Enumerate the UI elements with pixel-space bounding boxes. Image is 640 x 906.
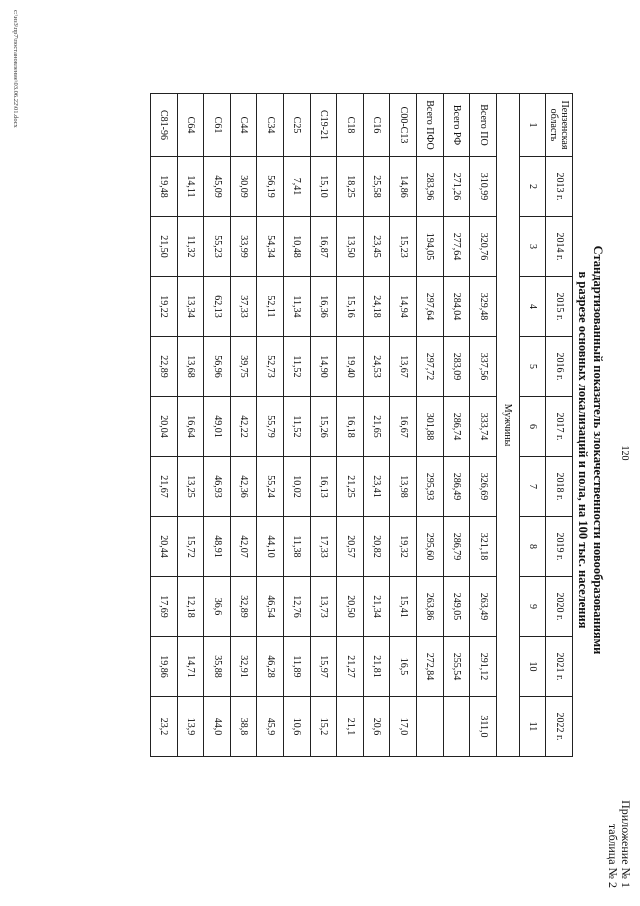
value-cell: 7 — [519, 457, 546, 517]
table-row — [204, 94, 231, 757]
row-label-cell: C61 — [204, 94, 231, 157]
value-cell: 7,41 — [284, 157, 311, 217]
table-row — [363, 94, 390, 757]
value-cell: 21,1 — [337, 697, 364, 757]
value-cell: 286,79 — [443, 517, 470, 577]
value-cell: 45,09 — [204, 157, 231, 217]
value-cell: 2013 г. — [546, 157, 573, 217]
value-cell: 12,76 — [284, 577, 311, 637]
value-cell: 284,04 — [443, 277, 470, 337]
value-cell: 23,2 — [151, 697, 178, 757]
value-cell: 13,34 — [177, 277, 204, 337]
value-cell: 286,49 — [443, 457, 470, 517]
table-row — [417, 94, 444, 757]
value-cell: 16,87 — [310, 217, 337, 277]
table-row — [177, 94, 204, 757]
row-label-cell: Пензенская область — [546, 94, 573, 157]
value-cell: 311,0 — [470, 697, 497, 757]
value-cell: 2021 г. — [546, 637, 573, 697]
value-cell: 14,86 — [390, 157, 417, 217]
value-cell: 5 — [519, 337, 546, 397]
value-cell: 33,99 — [230, 217, 257, 277]
row-label-cell: C16 — [363, 94, 390, 157]
value-cell: 46,28 — [257, 637, 284, 697]
value-cell: 263,86 — [417, 577, 444, 637]
value-cell: 17,69 — [151, 577, 178, 637]
value-cell: 14,94 — [390, 277, 417, 337]
value-cell: 13,25 — [177, 457, 204, 517]
row-label-cell: C19-21 — [310, 94, 337, 157]
value-cell: 291,12 — [470, 637, 497, 697]
table-row — [151, 94, 178, 757]
value-cell: 17,33 — [310, 517, 337, 577]
value-cell: 19,48 — [151, 157, 178, 217]
footer-file-path: c:\из3\пр7\постановление\03.06.22\01.docx — [12, 10, 19, 128]
appendix-line1: Приложение № 1 — [619, 800, 633, 888]
value-cell: 20,57 — [337, 517, 364, 577]
value-cell: 52,11 — [257, 277, 284, 337]
value-cell: 25,58 — [363, 157, 390, 217]
value-cell: 2022 г. — [546, 697, 573, 757]
value-cell: 46,54 — [257, 577, 284, 637]
value-cell: 11,32 — [177, 217, 204, 277]
value-cell: 13,68 — [177, 337, 204, 397]
value-cell: 45,9 — [257, 697, 284, 757]
value-cell: 38,8 — [230, 697, 257, 757]
table-title — [575, 150, 605, 750]
value-cell: 297,64 — [417, 277, 444, 337]
row-label-cell: C00-C13 — [390, 94, 417, 157]
row-label-cell: Всего ПФО — [417, 94, 444, 157]
value-cell: 55,23 — [204, 217, 231, 277]
value-cell: 11,38 — [284, 517, 311, 577]
table-row — [470, 94, 497, 757]
value-cell: 283,09 — [443, 337, 470, 397]
value-cell: 24,18 — [363, 277, 390, 337]
value-cell: 21,50 — [151, 217, 178, 277]
value-cell: 15,16 — [337, 277, 364, 337]
value-cell: 16,64 — [177, 397, 204, 457]
value-cell: 16,36 — [310, 277, 337, 337]
value-cell: 295,60 — [417, 517, 444, 577]
value-cell: 333,74 — [470, 397, 497, 457]
value-cell: 194,05 — [417, 217, 444, 277]
value-cell: 3 — [519, 217, 546, 277]
value-cell: 13,98 — [390, 457, 417, 517]
value-cell: 272,84 — [417, 637, 444, 697]
value-cell: 2018 г. — [546, 457, 573, 517]
value-cell: 19,40 — [337, 337, 364, 397]
row-label-cell: Всего РФ — [443, 94, 470, 157]
value-cell: 21,67 — [151, 457, 178, 517]
value-cell: 15,2 — [310, 697, 337, 757]
table-row — [390, 94, 417, 757]
row-label-cell: C44 — [230, 94, 257, 157]
value-cell: 16,13 — [310, 457, 337, 517]
value-cell: 42,07 — [230, 517, 257, 577]
value-cell: 21,25 — [337, 457, 364, 517]
value-cell: 52,73 — [257, 337, 284, 397]
value-cell: 48,91 — [204, 517, 231, 577]
page-number: 120 — [619, 445, 630, 461]
value-cell: 2016 г. — [546, 337, 573, 397]
value-cell: 12,18 — [177, 577, 204, 637]
value-cell: 15,26 — [310, 397, 337, 457]
value-cell: 21,81 — [363, 637, 390, 697]
value-cell: 13,50 — [337, 217, 364, 277]
value-cell: 2019 г. — [546, 517, 573, 577]
value-cell: 283,96 — [417, 157, 444, 217]
title-line1: Стандартизованный показатель злокачественности новообразованиями — [591, 245, 605, 655]
value-cell: 10,02 — [284, 457, 311, 517]
value-cell: 15,23 — [390, 217, 417, 277]
row-label-cell: 1 — [519, 94, 546, 157]
value-cell: 13,67 — [390, 337, 417, 397]
value-cell: 13,9 — [177, 697, 204, 757]
value-cell: 16,5 — [390, 637, 417, 697]
value-cell: 15,10 — [310, 157, 337, 217]
value-cell: 49,01 — [204, 397, 231, 457]
value-cell: 297,72 — [417, 337, 444, 397]
value-cell: 11,89 — [284, 637, 311, 697]
value-cell — [417, 697, 444, 757]
value-cell: 11 — [519, 697, 546, 757]
value-cell: 11,52 — [284, 337, 311, 397]
value-cell: 39,75 — [230, 337, 257, 397]
table-row — [284, 94, 311, 757]
value-cell: 46,93 — [204, 457, 231, 517]
table-row — [443, 94, 470, 757]
appendix-line2: таблица № 2 — [606, 823, 620, 888]
value-cell: 55,79 — [257, 397, 284, 457]
value-cell: 36,6 — [204, 577, 231, 637]
value-cell: 321,18 — [470, 517, 497, 577]
row-label-cell: C18 — [337, 94, 364, 157]
value-cell: 42,22 — [230, 397, 257, 457]
value-cell: 20,44 — [151, 517, 178, 577]
value-cell: 249,05 — [443, 577, 470, 637]
value-cell: 15,41 — [390, 577, 417, 637]
row-label-cell: C64 — [177, 94, 204, 157]
value-cell: 44,0 — [204, 697, 231, 757]
value-cell: 56,96 — [204, 337, 231, 397]
value-cell: 271,26 — [443, 157, 470, 217]
value-cell: 11,52 — [284, 397, 311, 457]
value-cell: 320,76 — [470, 217, 497, 277]
table-row — [230, 94, 257, 757]
value-cell: 14,11 — [177, 157, 204, 217]
value-cell: 62,13 — [204, 277, 231, 337]
value-cell: 32,89 — [230, 577, 257, 637]
value-cell: 20,82 — [363, 517, 390, 577]
value-cell: 6 — [519, 397, 546, 457]
value-cell: 255,54 — [443, 637, 470, 697]
value-cell: 337,56 — [470, 337, 497, 397]
value-cell: 32,91 — [230, 637, 257, 697]
value-cell: 9 — [519, 577, 546, 637]
value-cell: 44,10 — [257, 517, 284, 577]
value-cell: 326,69 — [470, 457, 497, 517]
value-cell: 30,09 — [230, 157, 257, 217]
value-cell: 2 — [519, 157, 546, 217]
value-cell: 23,41 — [363, 457, 390, 517]
value-cell: 23,45 — [363, 217, 390, 277]
value-cell: 19,22 — [151, 277, 178, 337]
value-cell: 19,32 — [390, 517, 417, 577]
value-cell: 18,25 — [337, 157, 364, 217]
value-cell: 2014 г. — [546, 217, 573, 277]
title-line2: в разрезе основных локализаций и пола, на 100 тыс. населения — [576, 271, 590, 629]
value-cell: 263,49 — [470, 577, 497, 637]
header-row — [546, 94, 573, 757]
value-cell: 19,86 — [151, 637, 178, 697]
value-cell: 16,18 — [337, 397, 364, 457]
value-cell: 11,34 — [284, 277, 311, 337]
row-label-cell: C34 — [257, 94, 284, 157]
value-cell: 2020 г. — [546, 577, 573, 637]
value-cell: 20,50 — [337, 577, 364, 637]
table-row — [337, 94, 364, 757]
value-cell: 15,72 — [177, 517, 204, 577]
value-cell: 8 — [519, 517, 546, 577]
value-cell: 56,19 — [257, 157, 284, 217]
value-cell: 2017 г. — [546, 397, 573, 457]
value-cell: 310,99 — [470, 157, 497, 217]
value-cell: 54,34 — [257, 217, 284, 277]
value-cell: 20,04 — [151, 397, 178, 457]
value-cell: 277,64 — [443, 217, 470, 277]
value-cell: 24,53 — [363, 337, 390, 397]
value-cell: 286,74 — [443, 397, 470, 457]
value-cell: 14,90 — [310, 337, 337, 397]
value-cell: 17,0 — [390, 697, 417, 757]
value-cell: 329,48 — [470, 277, 497, 337]
table-row — [310, 94, 337, 757]
data-table — [150, 93, 573, 757]
row-label-cell: C81-96 — [151, 94, 178, 157]
value-cell: 35,88 — [204, 637, 231, 697]
value-cell: 21,27 — [337, 637, 364, 697]
value-cell: 13,73 — [310, 577, 337, 637]
section-label: Мужчины — [496, 94, 519, 757]
appendix-label — [606, 800, 632, 888]
value-cell: 16,67 — [390, 397, 417, 457]
value-cell: 22,89 — [151, 337, 178, 397]
row-label-cell: Всего ПО — [470, 94, 497, 157]
column-number-row — [519, 94, 546, 757]
value-cell: 301,88 — [417, 397, 444, 457]
section-row — [496, 94, 519, 757]
value-cell: 42,36 — [230, 457, 257, 517]
value-cell: 4 — [519, 277, 546, 337]
value-cell: 37,33 — [230, 277, 257, 337]
table-row — [257, 94, 284, 757]
value-cell — [443, 697, 470, 757]
value-cell: 55,24 — [257, 457, 284, 517]
value-cell: 10,48 — [284, 217, 311, 277]
value-cell: 2015 г. — [546, 277, 573, 337]
value-cell: 21,65 — [363, 397, 390, 457]
value-cell: 295,93 — [417, 457, 444, 517]
row-label-cell: C25 — [284, 94, 311, 157]
value-cell: 20,6 — [363, 697, 390, 757]
value-cell: 21,34 — [363, 577, 390, 637]
value-cell: 15,97 — [310, 637, 337, 697]
value-cell: 14,71 — [177, 637, 204, 697]
value-cell: 10 — [519, 637, 546, 697]
value-cell: 10,6 — [284, 697, 311, 757]
